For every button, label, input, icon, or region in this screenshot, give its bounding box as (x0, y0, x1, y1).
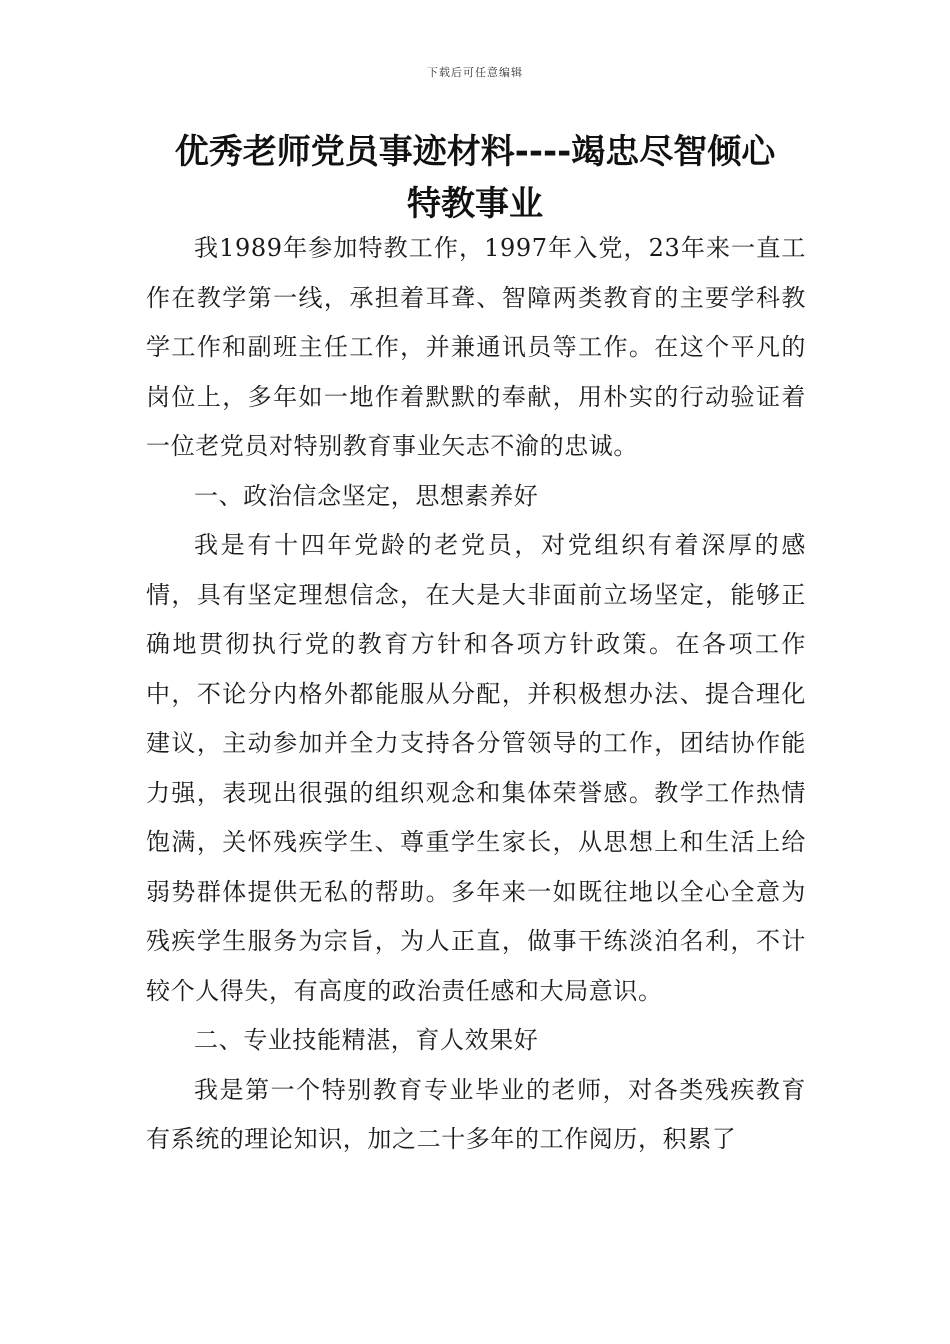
paragraph-section-2: 我是第一个特别教育专业毕业的老师，对各类残疾教育有系统的理论知识，加之二十多年的工作阅历，积累了 (146, 1075, 806, 1153)
paragraph-section-1: 我是有十四年党龄的老党员，对党组织有着深厚的感情，具有坚定理想信念，在大是大非面前立场坚定，能够正确地贯彻执行党的教育方针和各项方针政策。在各项工作中，不论分内格外都能服从分配，并积极想办法、提合理化建议，主动参加并全力支持各分管领导的工作，团结协作能力强，表现出很强的组织观念和集体荣誉感。教学工作热情饱满，关怀残疾学生、尊重学生家长，从思想上和生活上给弱势群体提供无私的帮助。多年来一如既往地以全心全意为残疾学生服务为宗旨，为人正直，做事干练淡泊名利，不计较个人得失，有高度的政治责任感和大局意识。 (146, 531, 806, 1005)
header-note: 下载后可任意编辑 (427, 66, 523, 79)
document-body (146, 224, 806, 1165)
section-heading-1: 一、政治信念坚定，思想素养好 (194, 481, 539, 510)
document-title (120, 126, 830, 230)
paragraph-intro: 我1989年参加特教工作，1997年入党，23年来一直工作在教学第一线，承担着耳聋、智障两类教育的主要学科教学工作和副班主任工作，并兼通讯员等工作。在这个平凡的岗位上，多年如一地作着默默的奉献，用朴实的行动验证着一位老党员对特别教育事业矢志不渝的忠诚。 (146, 234, 806, 460)
title-line-2: 特教事业 (407, 184, 543, 224)
title-line-1: 优秀老师党员事迹材料----竭忠尽智倾心 (174, 132, 776, 172)
section-heading-2: 二、专业技能精湛，育人效果好 (194, 1026, 539, 1054)
